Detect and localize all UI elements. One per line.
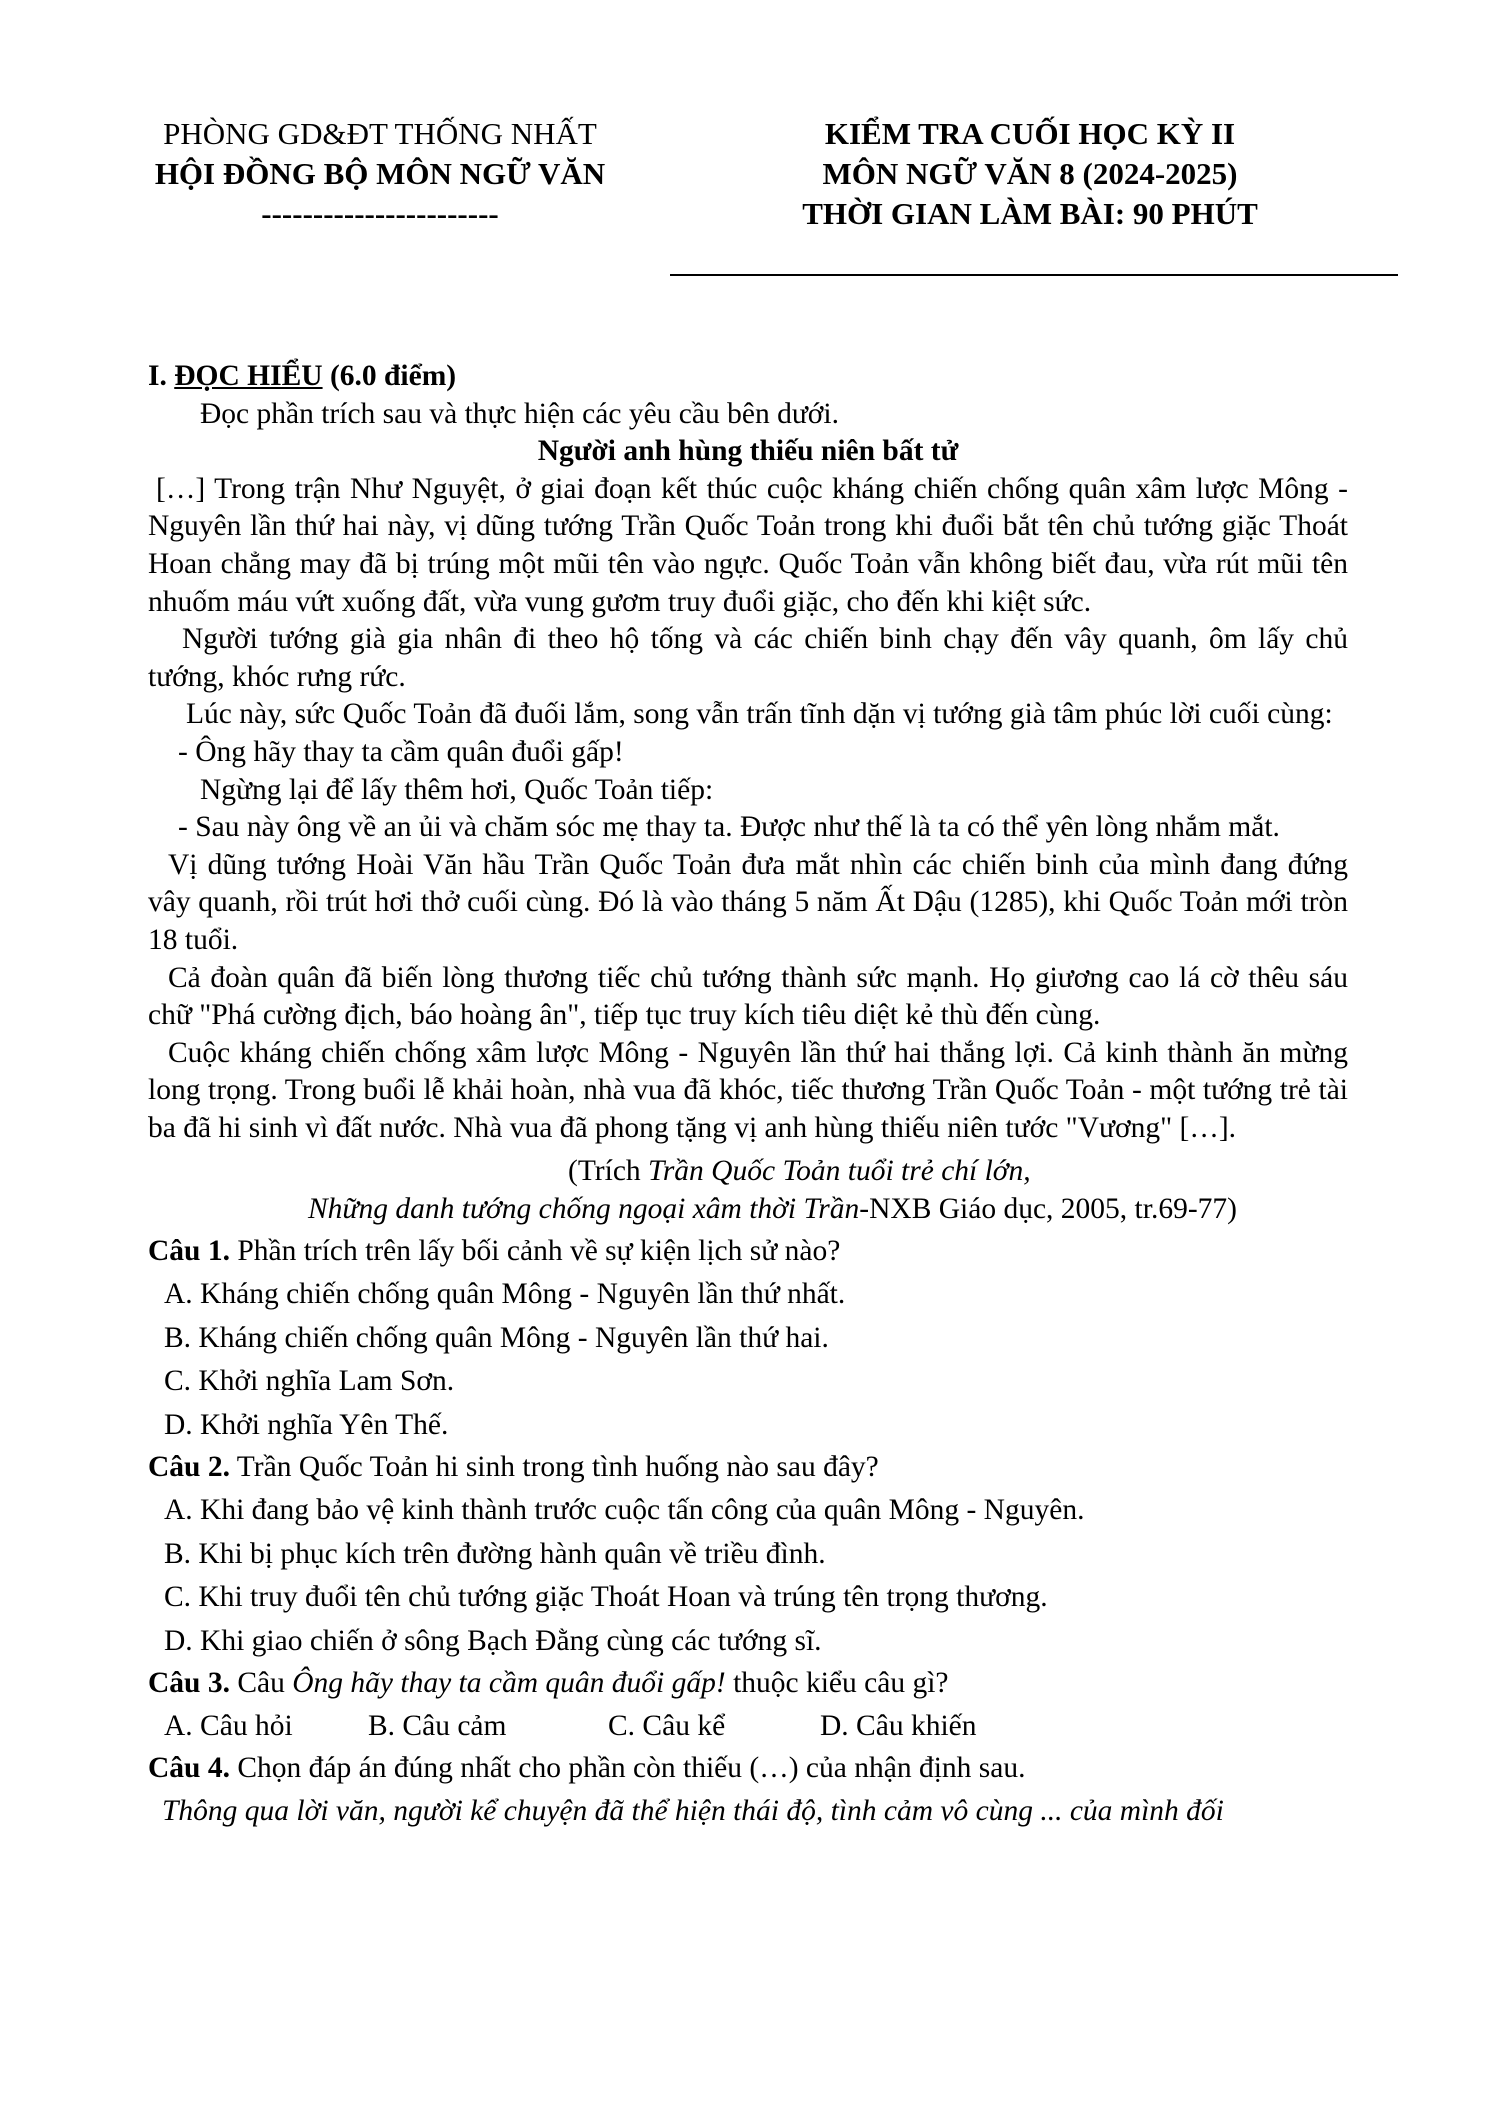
question-3-label: Câu 3. <box>148 1666 230 1699</box>
citation-line-2 <box>148 1191 1348 1229</box>
section-number: I. <box>148 360 175 392</box>
question-2-option-d: D. Khi giao chiến ở sông Bạch Đằng cùng các tướng sĩ. <box>164 1625 822 1657</box>
question-1-option-a: A. Kháng chiến chống quân Mông - Nguyên lần thứ nhất. <box>164 1278 846 1311</box>
question-4 <box>148 1750 1348 1788</box>
question-2-label: Câu 2. <box>148 1450 230 1483</box>
passage-paragraph-3: Lúc này, sức Quốc Toản đã đuối lắm, song vẫn trấn tĩnh dặn vị tướng già tâm phúc lời cuối cùng: <box>186 698 1333 731</box>
citation-prefix: (Trích <box>568 1155 649 1188</box>
passage-paragraph-8: Cả đoàn quân đã biến lòng thương tiếc chủ tướng thành sức mạnh. Họ giương cao lá cờ thêu sáu chữ "Phá cường địch, báo hoàng ân", tiếp tục truy kích tiêu diệt kẻ thù đến cùng. <box>148 961 1348 1032</box>
header-dash-line: ----------------------- <box>261 196 499 231</box>
question-2-text: Trần Quốc Toản hi sinh trong tình huống nào sau đây? <box>229 1450 879 1483</box>
passage-paragraph-7: Vị dũng tướng Hoài Văn hầu Trần Quốc Toản đưa mắt nhìn các chiến binh của mình đang đứng vây quanh, rồi trút hơi thở cuối cùng. Đó là vào tháng 5 năm Ất Dậu (1285), khi Quốc Toản mới tròn 18 tuổi. <box>148 848 1348 956</box>
question-3-options <box>148 1708 1348 1746</box>
question-3-post: thuộc kiểu câu gì? <box>725 1666 949 1699</box>
passage-dialog-2: - Sau này ông về an ủi và chăm sóc mẹ thay ta. Được như thế là ta có thể yên lòng nhắm mắt. <box>178 811 1280 844</box>
passage-dialog-1: - Ông hãy thay ta cầm quân đuổi gấp! <box>178 735 624 768</box>
question-3-option-c: C. Câu kể <box>608 1710 726 1743</box>
question-2-option-c: C. Khi truy đuổi tên chủ tướng giặc Thoát Hoan và trúng tên trọng thương. <box>164 1581 1048 1614</box>
question-3-pre: Câu <box>229 1666 293 1699</box>
question-2-option-a: A. Khi đang bảo vệ kinh thành trước cuộc tấn công của quân Mông - Nguyên. <box>164 1494 1085 1527</box>
exam-body <box>148 358 1348 1831</box>
header-divider <box>670 274 1398 276</box>
passage-title: Người anh hùng thiếu niên bất tử <box>537 435 959 468</box>
question-4-text: Chọn đáp án đúng nhất cho phần còn thiếu (…) của nhận định sau. <box>229 1751 1026 1784</box>
header-left <box>120 114 640 234</box>
section-heading <box>148 358 1348 396</box>
exam-title: KIỂM TRA CUỐI HỌC KỲ II <box>824 116 1236 151</box>
passage-paragraph-1: […] Trong trận Như Nguyệt, ở giai đoạn kết thúc cuộc kháng chiến chống quân xâm lược Mông - Nguyên lần thứ hai này, vị dũng tướng Trần Quốc Toản trong khi đuổi bắt tên chủ tướng giặc Thoát Hoan chẳng may đã bị trúng một mũi tên vào ngực. Quốc Toản vẫn không biết đau, vừa rút mũi tên nhuốm máu vứt xuống đất, vừa vung gươm truy đuổi giặc, cho đến khi kiệt sức. <box>148 472 1348 618</box>
passage-paragraph-2: Người tướng già gia nhân đi theo hộ tống và các chiến binh chạy đến vây quanh, ôm lấy chủ tướng, khóc rưng rức. <box>148 623 1348 693</box>
section-instruction: Đọc phần trích sau và thực hiện các yêu cầu bên dưới. <box>200 397 839 430</box>
department-name: PHÒNG GD&ĐT THỐNG NHẤT <box>163 116 597 151</box>
question-3-option-a: A. Câu hỏi <box>164 1710 293 1743</box>
question-1-option-d: D. Khởi nghĩa Yên Thế. <box>164 1409 449 1442</box>
question-1-text: Phần trích trên lấy bối cảnh về sự kiện lịch sử nào? <box>229 1234 841 1267</box>
passage-paragraph-9: Cuộc kháng chiến chống xâm lược Mông - Nguyên lần thứ hai thắng lợi. Cả kinh thành ăn mừng long trọng. Trong buổi lễ khải hoàn, nhà vua đã khóc, tiếc thương Trần Quốc Toản - một tướng trẻ tài ba đã hi sinh vì đất nước. Nhà vua đã phong tặng vị anh hùng thiếu niên tước "Vương" […]. <box>148 1036 1348 1144</box>
citation-book-title: Trần Quốc Toản tuổi trẻ chí lớn, <box>648 1155 1031 1188</box>
exam-subject: MÔN NGỮ VĂN 8 (2024-2025) <box>822 156 1238 191</box>
header-right <box>740 114 1320 234</box>
question-3 <box>148 1665 1348 1703</box>
section-name: ĐỌC HIỂU <box>174 360 323 392</box>
question-2 <box>148 1449 1348 1487</box>
question-3-quote: Ông hãy thay ta cầm quân đuổi gấp! <box>292 1666 726 1699</box>
citation-publisher: -NXB Giáo dục, 2005, tr.69-77) <box>859 1193 1237 1226</box>
section-points: (6.0 điểm) <box>322 360 457 392</box>
question-3-option-d: D. Câu khiến <box>820 1710 977 1743</box>
citation-line-1 <box>148 1153 1348 1191</box>
citation-collection: Những danh tướng chống ngoại xâm thời Trần <box>308 1193 860 1226</box>
question-4-statement: Thông qua lời văn, người kể chuyện đã thể hiện thái độ, tình cảm vô cùng ... của mình đối <box>162 1795 1224 1828</box>
question-1-option-c: C. Khởi nghĩa Lam Sơn. <box>164 1365 455 1398</box>
question-1 <box>148 1233 1348 1271</box>
question-4-label: Câu 4. <box>148 1751 230 1784</box>
question-1-label: Câu 1. <box>148 1234 230 1267</box>
question-2-option-b: B. Khi bị phục kích trên đường hành quân về triều đình. <box>164 1537 826 1570</box>
question-1-option-b: B. Kháng chiến chống quân Mông - Nguyên lần thứ hai. <box>164 1321 829 1354</box>
council-name: HỘI ĐỒNG BỘ MÔN NGỮ VĂN <box>154 156 606 191</box>
exam-duration: THỜI GIAN LÀM BÀI: 90 PHÚT <box>802 196 1258 231</box>
question-3-option-b: B. Câu cảm <box>368 1710 507 1743</box>
passage-paragraph-5: Ngừng lại để lấy thêm hơi, Quốc Toản tiếp: <box>200 773 714 806</box>
